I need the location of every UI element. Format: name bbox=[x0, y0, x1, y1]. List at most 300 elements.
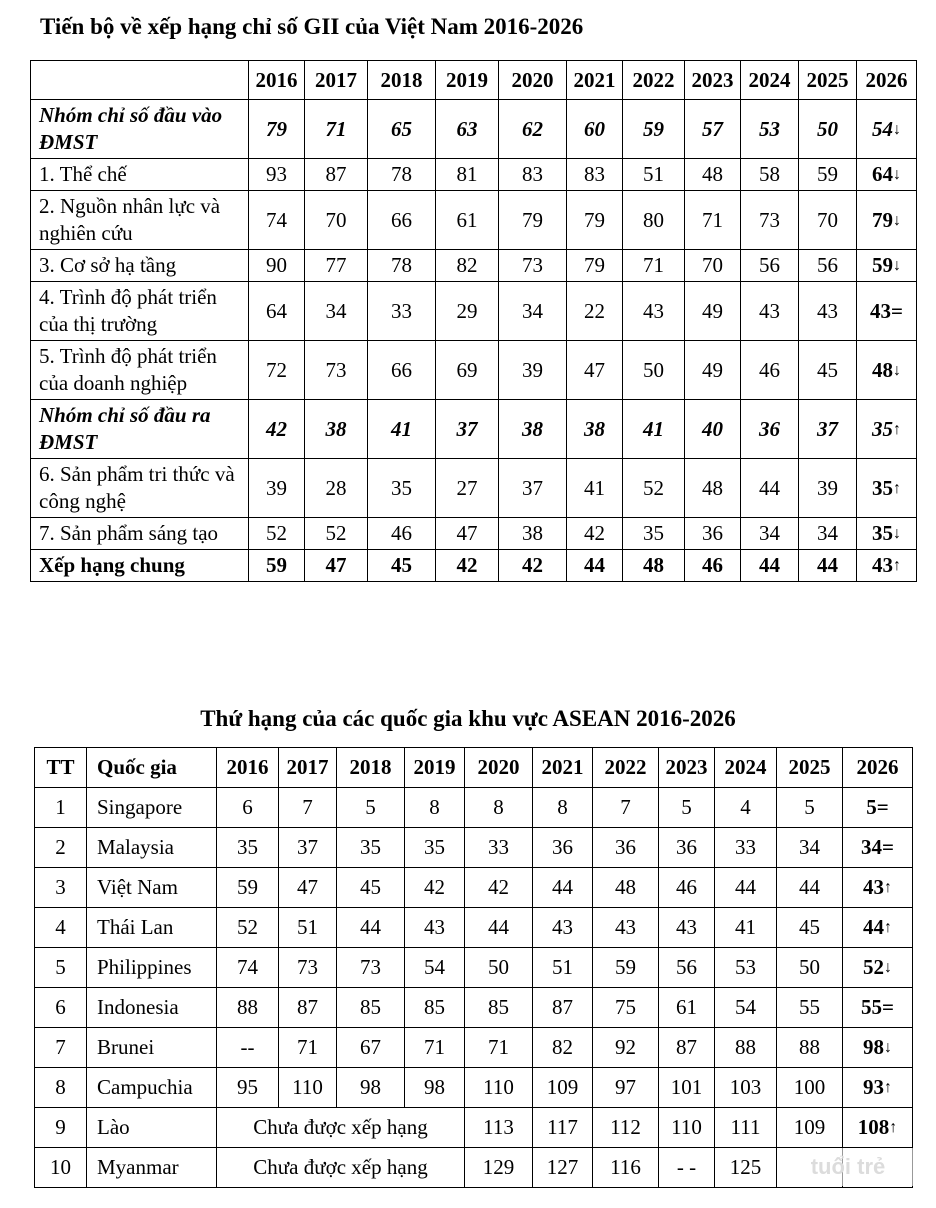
gii-cell: 73 bbox=[741, 191, 799, 250]
asean-row bbox=[35, 1068, 913, 1108]
gii-cell: 45 bbox=[799, 341, 857, 400]
gii-cell: 64 bbox=[249, 282, 305, 341]
gii-cell: 36 bbox=[741, 400, 799, 459]
asean-cell: 110 bbox=[279, 1068, 337, 1108]
gii-cell: 47 bbox=[436, 518, 499, 550]
asean-cell: 116 bbox=[593, 1148, 659, 1188]
arrow-down-icon: ↓ bbox=[884, 959, 892, 976]
gii-cell: 41 bbox=[623, 400, 685, 459]
gii-cell: 61 bbox=[436, 191, 499, 250]
asean-row bbox=[35, 828, 913, 868]
asean-cell: 44 bbox=[465, 908, 533, 948]
gii-cell: 58 bbox=[741, 159, 799, 191]
asean-row bbox=[35, 1028, 913, 1068]
asean-rank-number: 1 bbox=[35, 788, 87, 828]
asean-unranked-note: Chưa được xếp hạng bbox=[217, 1148, 465, 1188]
asean-cell: 101 bbox=[659, 1068, 715, 1108]
asean-header-year: 2016 bbox=[217, 748, 279, 788]
gii-cell: 37 bbox=[799, 400, 857, 459]
asean-cell: 85 bbox=[465, 988, 533, 1028]
asean-cell: 35 bbox=[337, 828, 405, 868]
gii-row bbox=[31, 550, 917, 582]
gii-cell: 64↓ bbox=[857, 159, 917, 191]
asean-cell: 98 bbox=[405, 1068, 465, 1108]
asean-cell: 113 bbox=[465, 1108, 533, 1148]
gii-cell: 59 bbox=[799, 159, 857, 191]
asean-row bbox=[35, 1108, 913, 1148]
gii-cell: 63 bbox=[436, 100, 499, 159]
gii-row bbox=[31, 191, 917, 250]
gii-header-year: 2023 bbox=[685, 61, 741, 100]
gii-row bbox=[31, 518, 917, 550]
asean-cell: 71 bbox=[465, 1028, 533, 1068]
gii-cell: 38 bbox=[567, 400, 623, 459]
gii-cell: 37 bbox=[436, 400, 499, 459]
asean-cell: 37 bbox=[279, 828, 337, 868]
asean-cell: 73 bbox=[279, 948, 337, 988]
watermark-logo: tuổi trẻ bbox=[782, 1148, 914, 1186]
gii-cell: 90 bbox=[249, 250, 305, 282]
gii-cell: 39 bbox=[249, 459, 305, 518]
gii-cell: 46 bbox=[741, 341, 799, 400]
gii-cell: 45 bbox=[368, 550, 436, 582]
gii-cell: 35 bbox=[623, 518, 685, 550]
asean-cell: 43↑ bbox=[843, 868, 913, 908]
gii-cell: 48 bbox=[685, 159, 741, 191]
asean-cell: 127 bbox=[533, 1148, 593, 1188]
asean-cell: 103 bbox=[715, 1068, 777, 1108]
asean-cell: 93↑ bbox=[843, 1068, 913, 1108]
asean-cell: 44 bbox=[533, 868, 593, 908]
gii-row-label: 4. Trình độ phát triển của thị trường bbox=[31, 282, 249, 341]
gii-cell: 43↑ bbox=[857, 550, 917, 582]
asean-cell: 67 bbox=[337, 1028, 405, 1068]
gii-header-year: 2017 bbox=[305, 61, 368, 100]
gii-cell: 79 bbox=[249, 100, 305, 159]
gii-header-year: 2024 bbox=[741, 61, 799, 100]
asean-row bbox=[35, 1148, 913, 1188]
asean-cell: 41 bbox=[715, 908, 777, 948]
asean-cell: 50 bbox=[777, 948, 843, 988]
asean-country-name: Indonesia bbox=[87, 988, 217, 1028]
asean-cell: 48 bbox=[593, 868, 659, 908]
asean-cell: 59 bbox=[217, 868, 279, 908]
gii-cell: 60 bbox=[567, 100, 623, 159]
asean-header-year: 2017 bbox=[279, 748, 337, 788]
asean-table-title: Thứ hạng của các quốc gia khu vực ASEAN 2016-2026 bbox=[200, 706, 736, 731]
gii-cell: 54↓ bbox=[857, 100, 917, 159]
asean-cell: 42 bbox=[465, 868, 533, 908]
gii-cell: 50 bbox=[799, 100, 857, 159]
asean-rank-number: 3 bbox=[35, 868, 87, 908]
asean-cell: 98 bbox=[337, 1068, 405, 1108]
asean-row bbox=[35, 788, 913, 828]
gii-cell: 52 bbox=[623, 459, 685, 518]
asean-rank-number: 7 bbox=[35, 1028, 87, 1068]
arrow-up-icon: ↑ bbox=[884, 1079, 892, 1096]
asean-cell: 8 bbox=[405, 788, 465, 828]
gii-row bbox=[31, 250, 917, 282]
gii-row-label: 5. Trình độ phát triển của doanh nghiệp bbox=[31, 341, 249, 400]
gii-cell: 28 bbox=[305, 459, 368, 518]
asean-cell: 95 bbox=[217, 1068, 279, 1108]
gii-header-year: 2019 bbox=[436, 61, 499, 100]
gii-cell: 71 bbox=[305, 100, 368, 159]
gii-cell: 49 bbox=[685, 282, 741, 341]
asean-country-name: Philippines bbox=[87, 948, 217, 988]
gii-cell: 59↓ bbox=[857, 250, 917, 282]
gii-cell: 83 bbox=[567, 159, 623, 191]
gii-header-year: 2026 bbox=[857, 61, 917, 100]
gii-cell: 39 bbox=[499, 341, 567, 400]
gii-cell: 34 bbox=[499, 282, 567, 341]
gii-cell: 38 bbox=[499, 400, 567, 459]
gii-cell: 65 bbox=[368, 100, 436, 159]
gii-cell: 66 bbox=[368, 191, 436, 250]
asean-cell: 82 bbox=[533, 1028, 593, 1068]
gii-cell: 73 bbox=[499, 250, 567, 282]
gii-cell: 70 bbox=[305, 191, 368, 250]
arrow-up-icon: ↑ bbox=[889, 1119, 898, 1136]
asean-cell: 44↑ bbox=[843, 908, 913, 948]
gii-row bbox=[31, 282, 917, 341]
gii-cell: 52 bbox=[305, 518, 368, 550]
gii-header-row bbox=[31, 61, 917, 100]
asean-cell: 55= bbox=[843, 988, 913, 1028]
asean-cell: 43 bbox=[593, 908, 659, 948]
asean-header-year: 2024 bbox=[715, 748, 777, 788]
asean-cell: 73 bbox=[337, 948, 405, 988]
gii-cell: 43= bbox=[857, 282, 917, 341]
arrow-down-icon: ↓ bbox=[893, 257, 901, 274]
asean-ranking-table bbox=[34, 747, 913, 1188]
asean-rank-number: 4 bbox=[35, 908, 87, 948]
asean-cell: 5 bbox=[337, 788, 405, 828]
gii-cell: 79 bbox=[499, 191, 567, 250]
gii-cell: 59 bbox=[249, 550, 305, 582]
arrow-down-icon: ↓ bbox=[893, 361, 901, 379]
gii-table-title: Tiến bộ về xếp hạng chỉ số GII của Việt Nam 2016-2026 bbox=[40, 14, 584, 39]
asean-cell: 88 bbox=[715, 1028, 777, 1068]
asean-cell: 88 bbox=[777, 1028, 843, 1068]
gii-cell: 47 bbox=[567, 341, 623, 400]
gii-row-label: Nhóm chỉ số đầu ra ĐMST bbox=[31, 400, 249, 459]
arrow-down-icon: ↓ bbox=[893, 120, 901, 138]
asean-cell: 7 bbox=[279, 788, 337, 828]
gii-cell: 35↑ bbox=[857, 459, 917, 518]
asean-cell: 47 bbox=[279, 868, 337, 908]
gii-cell: 48↓ bbox=[857, 341, 917, 400]
asean-cell: 5 bbox=[659, 788, 715, 828]
gii-cell: 47 bbox=[305, 550, 368, 582]
asean-cell: 56 bbox=[659, 948, 715, 988]
asean-unranked-note: Chưa được xếp hạng bbox=[217, 1108, 465, 1148]
asean-rank-number: 5 bbox=[35, 948, 87, 988]
asean-cell: 36 bbox=[593, 828, 659, 868]
asean-header-year: 2021 bbox=[533, 748, 593, 788]
gii-cell: 59 bbox=[623, 100, 685, 159]
asean-cell: 5 bbox=[777, 788, 843, 828]
gii-cell: 43 bbox=[799, 282, 857, 341]
asean-cell: 51 bbox=[533, 948, 593, 988]
asean-cell: 109 bbox=[777, 1108, 843, 1148]
gii-cell: 39 bbox=[799, 459, 857, 518]
asean-header-year: 2026 bbox=[843, 748, 913, 788]
arrow-up-icon: ↑ bbox=[893, 479, 901, 497]
gii-cell: 48 bbox=[623, 550, 685, 582]
asean-rank-number: 10 bbox=[35, 1148, 87, 1188]
arrow-down-icon: ↓ bbox=[893, 166, 901, 183]
asean-cell: 85 bbox=[337, 988, 405, 1028]
gii-cell: 42 bbox=[436, 550, 499, 582]
asean-cell: - - bbox=[659, 1148, 715, 1188]
arrow-up-icon: ↑ bbox=[884, 919, 892, 936]
asean-cell: 129 bbox=[465, 1148, 533, 1188]
asean-header-year: 2023 bbox=[659, 748, 715, 788]
gii-cell: 43 bbox=[741, 282, 799, 341]
asean-cell: 35 bbox=[405, 828, 465, 868]
gii-cell: 56 bbox=[741, 250, 799, 282]
gii-cell: 79 bbox=[567, 250, 623, 282]
gii-cell: 35↓ bbox=[857, 518, 917, 550]
gii-cell: 37 bbox=[499, 459, 567, 518]
gii-header-year: 2025 bbox=[799, 61, 857, 100]
asean-country-name: Việt Nam bbox=[87, 868, 217, 908]
gii-cell: 27 bbox=[436, 459, 499, 518]
asean-row bbox=[35, 948, 913, 988]
gii-cell: 69 bbox=[436, 341, 499, 400]
gii-row bbox=[31, 159, 917, 191]
arrow-up-icon: ↑ bbox=[884, 879, 892, 896]
gii-cell: 52 bbox=[249, 518, 305, 550]
asean-cell: 87 bbox=[659, 1028, 715, 1068]
asean-row bbox=[35, 908, 913, 948]
arrow-up-icon: ↑ bbox=[893, 420, 901, 438]
gii-cell: 43 bbox=[623, 282, 685, 341]
gii-row bbox=[31, 400, 917, 459]
asean-cell: 43 bbox=[533, 908, 593, 948]
gii-cell: 73 bbox=[305, 341, 368, 400]
asean-cell: 59 bbox=[593, 948, 659, 988]
asean-header-row bbox=[35, 748, 913, 788]
gii-row bbox=[31, 341, 917, 400]
gii-cell: 29 bbox=[436, 282, 499, 341]
asean-cell: -- bbox=[217, 1028, 279, 1068]
asean-cell: 52↓ bbox=[843, 948, 913, 988]
asean-cell: 6 bbox=[217, 788, 279, 828]
asean-rank-number: 6 bbox=[35, 988, 87, 1028]
gii-cell: 79 bbox=[567, 191, 623, 250]
asean-cell: 4 bbox=[715, 788, 777, 828]
gii-cell: 46 bbox=[368, 518, 436, 550]
gii-row-label: 6. Sản phẩm tri thức và công nghệ bbox=[31, 459, 249, 518]
gii-header-year: 2016 bbox=[249, 61, 305, 100]
gii-cell: 74 bbox=[249, 191, 305, 250]
asean-cell: 42 bbox=[405, 868, 465, 908]
gii-cell: 41 bbox=[567, 459, 623, 518]
asean-cell: 51 bbox=[279, 908, 337, 948]
asean-cell: 55 bbox=[777, 988, 843, 1028]
asean-cell: 35 bbox=[217, 828, 279, 868]
gii-cell: 38 bbox=[305, 400, 368, 459]
gii-header-year: 2018 bbox=[368, 61, 436, 100]
gii-cell: 42 bbox=[249, 400, 305, 459]
asean-cell: 33 bbox=[715, 828, 777, 868]
gii-cell: 83 bbox=[499, 159, 567, 191]
asean-cell: 110 bbox=[659, 1108, 715, 1148]
gii-cell: 33 bbox=[368, 282, 436, 341]
asean-cell: 117 bbox=[533, 1108, 593, 1148]
asean-header-year: 2025 bbox=[777, 748, 843, 788]
arrow-down-icon: ↓ bbox=[893, 525, 901, 542]
asean-rank-number: 9 bbox=[35, 1108, 87, 1148]
gii-cell: 66 bbox=[368, 341, 436, 400]
asean-cell: 92 bbox=[593, 1028, 659, 1068]
asean-cell: 112 bbox=[593, 1108, 659, 1148]
asean-cell: 109 bbox=[533, 1068, 593, 1108]
asean-country-name: Campuchia bbox=[87, 1068, 217, 1108]
asean-row bbox=[35, 868, 913, 908]
asean-cell: 44 bbox=[715, 868, 777, 908]
gii-row bbox=[31, 100, 917, 159]
asean-header-tt: TT bbox=[35, 748, 87, 788]
gii-vietnam-table bbox=[30, 60, 917, 582]
gii-header-blank bbox=[31, 61, 249, 100]
arrow-down-icon: ↓ bbox=[893, 211, 901, 229]
gii-cell: 81 bbox=[436, 159, 499, 191]
asean-country-name: Thái Lan bbox=[87, 908, 217, 948]
asean-cell: 87 bbox=[533, 988, 593, 1028]
arrow-down-icon: ↓ bbox=[884, 1039, 892, 1056]
asean-cell: 34 bbox=[777, 828, 843, 868]
gii-cell: 22 bbox=[567, 282, 623, 341]
gii-cell: 34 bbox=[799, 518, 857, 550]
asean-cell: 100 bbox=[777, 1068, 843, 1108]
gii-cell: 78 bbox=[368, 159, 436, 191]
asean-header-country: Quốc gia bbox=[87, 748, 217, 788]
asean-cell: 52 bbox=[217, 908, 279, 948]
asean-cell: 53 bbox=[715, 948, 777, 988]
gii-cell: 44 bbox=[567, 550, 623, 582]
gii-cell: 42 bbox=[499, 550, 567, 582]
asean-header-year: 2019 bbox=[405, 748, 465, 788]
gii-cell: 62 bbox=[499, 100, 567, 159]
gii-cell: 42 bbox=[567, 518, 623, 550]
gii-cell: 80 bbox=[623, 191, 685, 250]
asean-header-year: 2022 bbox=[593, 748, 659, 788]
asean-cell: 88 bbox=[217, 988, 279, 1028]
asean-cell: 46 bbox=[659, 868, 715, 908]
gii-row-label: 2. Nguồn nhân lực và nghiên cứu bbox=[31, 191, 249, 250]
asean-cell: 5= bbox=[843, 788, 913, 828]
asean-cell: 111 bbox=[715, 1108, 777, 1148]
asean-cell: 8 bbox=[465, 788, 533, 828]
gii-cell: 71 bbox=[685, 191, 741, 250]
asean-cell: 8 bbox=[533, 788, 593, 828]
gii-header-year: 2021 bbox=[567, 61, 623, 100]
asean-cell: 61 bbox=[659, 988, 715, 1028]
asean-header-year: 2020 bbox=[465, 748, 533, 788]
asean-header-year: 2018 bbox=[337, 748, 405, 788]
gii-header-year: 2020 bbox=[499, 61, 567, 100]
gii-cell: 70 bbox=[799, 191, 857, 250]
asean-rank-number: 8 bbox=[35, 1068, 87, 1108]
gii-cell: 44 bbox=[741, 550, 799, 582]
gii-row-label: 1. Thể chế bbox=[31, 159, 249, 191]
asean-cell: 45 bbox=[337, 868, 405, 908]
asean-cell: 85 bbox=[405, 988, 465, 1028]
asean-country-name: Malaysia bbox=[87, 828, 217, 868]
gii-row bbox=[31, 459, 917, 518]
gii-cell: 36 bbox=[685, 518, 741, 550]
asean-cell: 50 bbox=[465, 948, 533, 988]
gii-cell: 41 bbox=[368, 400, 436, 459]
asean-cell: 34= bbox=[843, 828, 913, 868]
gii-cell: 70 bbox=[685, 250, 741, 282]
arrow-up-icon: ↑ bbox=[893, 557, 901, 574]
gii-cell: 46 bbox=[685, 550, 741, 582]
gii-cell: 34 bbox=[305, 282, 368, 341]
asean-cell: 71 bbox=[405, 1028, 465, 1068]
asean-country-name: Lào bbox=[87, 1108, 217, 1148]
gii-row-label: Nhóm chỉ số đầu vào ĐMST bbox=[31, 100, 249, 159]
gii-row-label: 7. Sản phẩm sáng tạo bbox=[31, 518, 249, 550]
gii-cell: 44 bbox=[741, 459, 799, 518]
asean-cell: 44 bbox=[337, 908, 405, 948]
gii-cell: 49 bbox=[685, 341, 741, 400]
gii-cell: 93 bbox=[249, 159, 305, 191]
gii-cell: 78 bbox=[368, 250, 436, 282]
asean-cell: 108↑ bbox=[843, 1108, 913, 1148]
gii-cell: 72 bbox=[249, 341, 305, 400]
gii-cell: 87 bbox=[305, 159, 368, 191]
asean-cell: 71 bbox=[279, 1028, 337, 1068]
asean-row bbox=[35, 988, 913, 1028]
gii-cell: 79↓ bbox=[857, 191, 917, 250]
asean-cell: 98↓ bbox=[843, 1028, 913, 1068]
asean-cell: 74 bbox=[217, 948, 279, 988]
asean-cell: 45 bbox=[777, 908, 843, 948]
asean-country-name: Singapore bbox=[87, 788, 217, 828]
asean-cell: 110 bbox=[465, 1068, 533, 1108]
asean-cell: 97 bbox=[593, 1068, 659, 1108]
asean-cell: 54 bbox=[405, 948, 465, 988]
gii-row-label: 3. Cơ sở hạ tầng bbox=[31, 250, 249, 282]
asean-country-name: Myanmar bbox=[87, 1148, 217, 1188]
gii-cell: 48 bbox=[685, 459, 741, 518]
asean-country-name: Brunei bbox=[87, 1028, 217, 1068]
asean-cell: 7 bbox=[593, 788, 659, 828]
asean-cell: 36 bbox=[659, 828, 715, 868]
asean-cell: 44 bbox=[777, 868, 843, 908]
asean-cell: 54 bbox=[715, 988, 777, 1028]
asean-cell: 33 bbox=[465, 828, 533, 868]
gii-row-label: Xếp hạng chung bbox=[31, 550, 249, 582]
asean-cell: 36 bbox=[533, 828, 593, 868]
asean-cell: 75 bbox=[593, 988, 659, 1028]
gii-cell: 57 bbox=[685, 100, 741, 159]
gii-cell: 50 bbox=[623, 341, 685, 400]
gii-cell: 44 bbox=[799, 550, 857, 582]
gii-cell: 71 bbox=[623, 250, 685, 282]
gii-cell: 77 bbox=[305, 250, 368, 282]
gii-cell: 51 bbox=[623, 159, 685, 191]
gii-cell: 40 bbox=[685, 400, 741, 459]
asean-cell: 87 bbox=[279, 988, 337, 1028]
asean-cell: 43 bbox=[659, 908, 715, 948]
gii-cell: 82 bbox=[436, 250, 499, 282]
asean-rank-number: 2 bbox=[35, 828, 87, 868]
